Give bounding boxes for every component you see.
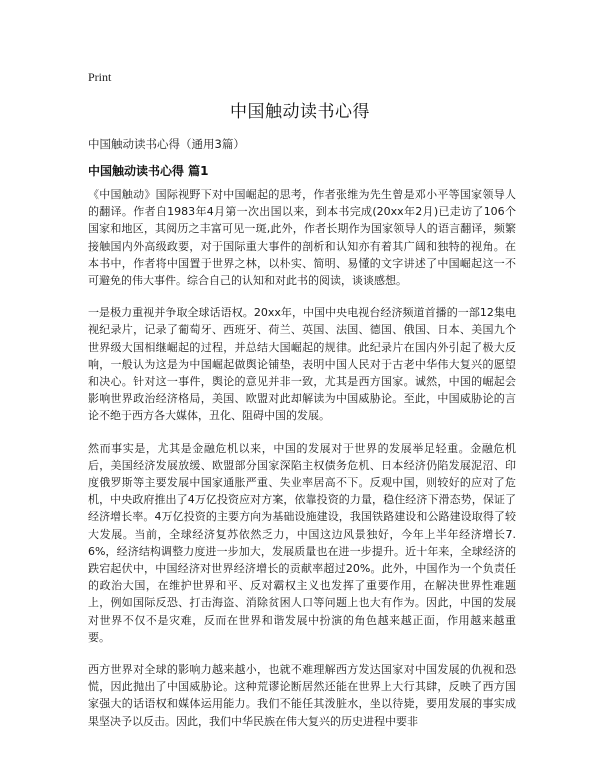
paragraph-2: 一是极力重视并争取全球话语权。20xx年，中国中央电视台经济频道首播的一部12集电视纪录片，记录了葡萄牙、西班牙、荷兰、英国、法国、德国、俄国、日本、美国九个世界级大国相继崛起的过程，并总结大国崛起的规律。此纪录片在国内外引起了极大反响，一般认为这是为中国崛起做舆论铺垫，表明中国人民对于古老中华伟大复兴的愿望和决心。针对这一事件，舆论的意见并非一致，尤其是西方国家。诚然，中国的崛起会影响世界政治经济格局，美国、欧盟对此却解读为中国威胁论。至此，中国威胁论的言论不绝于西方各大媒体，丑化、阻碍中国的发展。	[88, 306, 516, 423]
paragraph-4: 西方世界对全球的影响力越来越小，也就不难理解西方发达国家对中国发展的仇视和恐慌，因此抛出了中国威胁论。这种荒谬论断居然还能在世界上大行其肆，反映了西方国家强大的话语权和媒体运用能力。我们不能任其泼脏水，坐以待毙，要用发展的事实成果坚决予以反击。因此，我们中华民族在伟大复兴的历史进程中要非	[88, 663, 516, 728]
document-body	[88, 186, 516, 745]
print-link[interactable]: Print	[88, 70, 112, 84]
document-title: 中国触动读书心得	[230, 102, 370, 122]
paragraph-1: 《中国触动》国际视野下对中国崛起的思考，作者张维为先生曾是邓小平等国家领导人的翻译。作者自1983年4月第一次出国以来，到本书完成(20xx年2月)已走访了106个国家和地区，其阅历之丰富可见一斑,此外，作者长期作为国家领导人的语言翻译，频繁接触国内外高级政要，对于国际重大事件的剖析和认知亦有着其广阔和独特的视角。在本书中，作者将中国置于世界之林，以朴实、简明、易懂的文字讲述了中国崛起这一不可避免的伟大事件。综合自己的认知和对此书的阅读，谈谈感想。	[88, 188, 516, 288]
document-subtitle: 中国触动读书心得（通用3篇）	[88, 137, 245, 151]
section-heading: 中国触动读书心得 篇1	[88, 164, 209, 178]
paragraph-3: 然而事实是，尤其是金融危机以来，中国的发展对于世界的发展举足轻重。金融危机后，美国经济发展放缓、欧盟部分国家深陷主权债务危机、日本经济仍陷发展泥沼、印度俄罗斯等主要发展中国家通胀严重、失业率居高不下。反观中国，则较好的应对了危机，中央政府推出了4万亿投资应对方案，依靠投资的力量，稳住经济下滑态势，保证了经济增长率。4万亿投资的主要方向为基础设施建设，我国铁路建设和公路建设取得了较大发展。当前，全球经济复苏依然乏力，中国这边风景独好，今年上半年经济增长7.6%，经济结构调整力度进一步加大，发展质量也在进一步提升。近十年来，全球经济的跌宕起伏中，中国经济对世界经济增长的贡献率超过20%。此外，中国作为一个负责任的政治大国，在维护世界和平、反对霸权主义也发挥了重要作用，在解决世界性难题上，例如国际反恐、打击海盗、消除贫困人口等问题上也大有作为。因此，中国的发展对世界不仅不是灾难，反而在世界和谐发展中扮演的角色越来越正面，作用越来越重要。	[88, 441, 516, 644]
